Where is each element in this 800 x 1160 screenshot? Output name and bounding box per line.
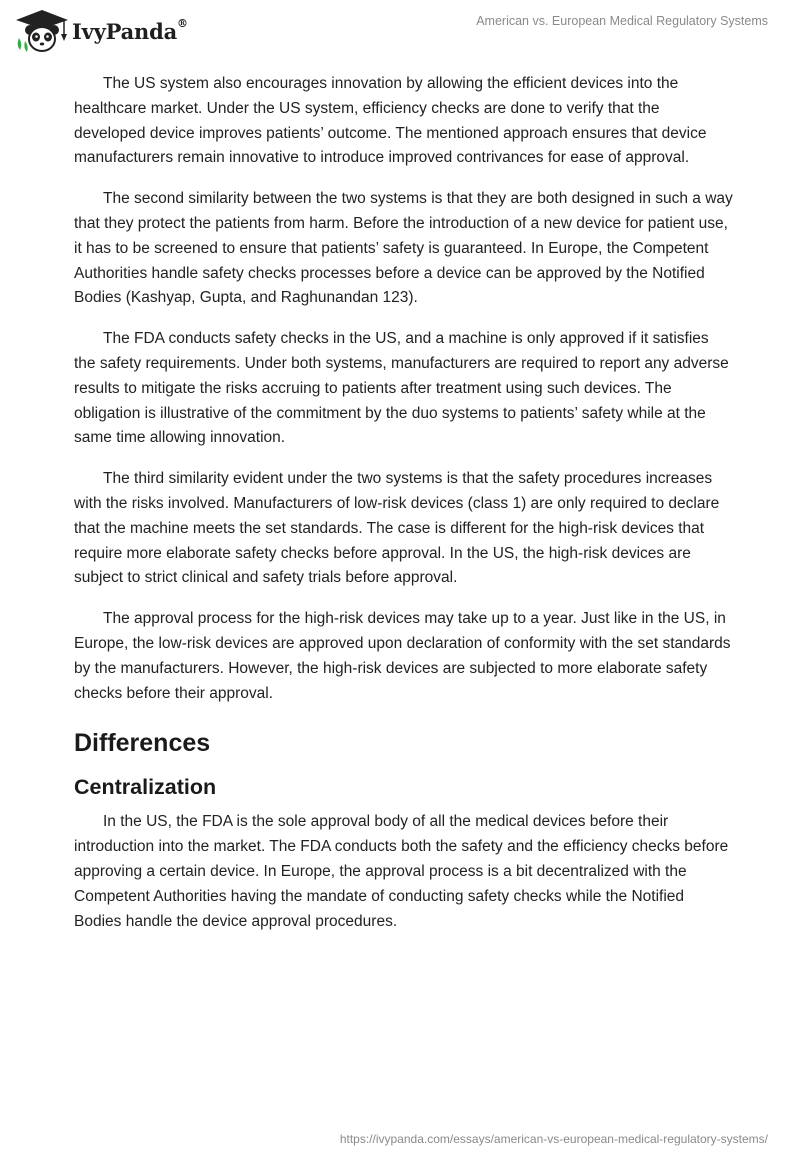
subsection-heading-centralization: Centralization [74, 775, 217, 800]
page-header [0, 0, 800, 60]
section-heading-differences: Differences [74, 729, 211, 758]
source-url[interactable]: https://ivypanda.com/essays/american-vs-european-medical-regulatory-systems/ [339, 1132, 768, 1146]
panda-graduate-logo-icon [14, 8, 70, 54]
ivypanda-logo[interactable] [14, 8, 188, 54]
document-title: American vs. European Medical Regulatory Systems [476, 14, 768, 28]
paragraph: The US system also encourages innovation by allowing the efficient devices into the healthcare market. Under the US system, efficiency checks are done to verify that the developed device improves patients’ outcome. The mentioned approach ensures that device manufacturers remain innovative to introduce improved contrivances for ease of approval. [74, 75, 707, 167]
paragraph: The approval process for the high-risk devices may take up to a year. Just like in the US, in Europe, the low-risk devices are approved upon declaration of conformity with the set standards by the manufacturers. However, the high-risk devices are subjected to more elaborate safety checks before their approval. [74, 610, 731, 702]
paragraph: The second similarity between the two systems is that they are both designed in such a way that they protect the patients from harm. Before the introduction of a new device for patient use, it has to be screened to ensure that patients’ safety is guaranteed. In Europe, the Competent Authorities handle safety checks processes before a device can be approved by the Notified Bodies (Kashyap, Gupta, and Raghunandan 123). [74, 190, 733, 307]
paragraph: The FDA conducts safety checks in the US, and a machine is only approved if it satisfies the safety requirements. Under both systems, manufacturers are required to report any adverse results to mitigate the risks accruing to patients after treatment using such devices. The obligation is illustrative of the commitment by the duo systems to patients’ safety while at the same time allowing innovation. [74, 330, 729, 447]
paragraph: In the US, the FDA is the sole approval body of all the medical devices before their introduction into the market. The FDA conducts both the safety and the efficiency checks before approving a certain device. In Europe, the approval process is a bit decentralized with the Competent Authorities having the mandate of conducting safety checks while the Notified Bodies handle the device approval procedures. [74, 813, 729, 930]
essay-content [74, 72, 734, 950]
paragraph: The third similarity evident under the two systems is that the safety procedures increases with the risks involved. Manufacturers of low-risk devices (class 1) are only required to declare that the machine meets the set standards. The case is different for the high-risk devices that require more elaborate safety checks before approval. In the US, the high-risk devices are subject to strict clinical and safety trials before approval. [74, 470, 720, 587]
brand-name: IvyPanda® [72, 16, 188, 44]
